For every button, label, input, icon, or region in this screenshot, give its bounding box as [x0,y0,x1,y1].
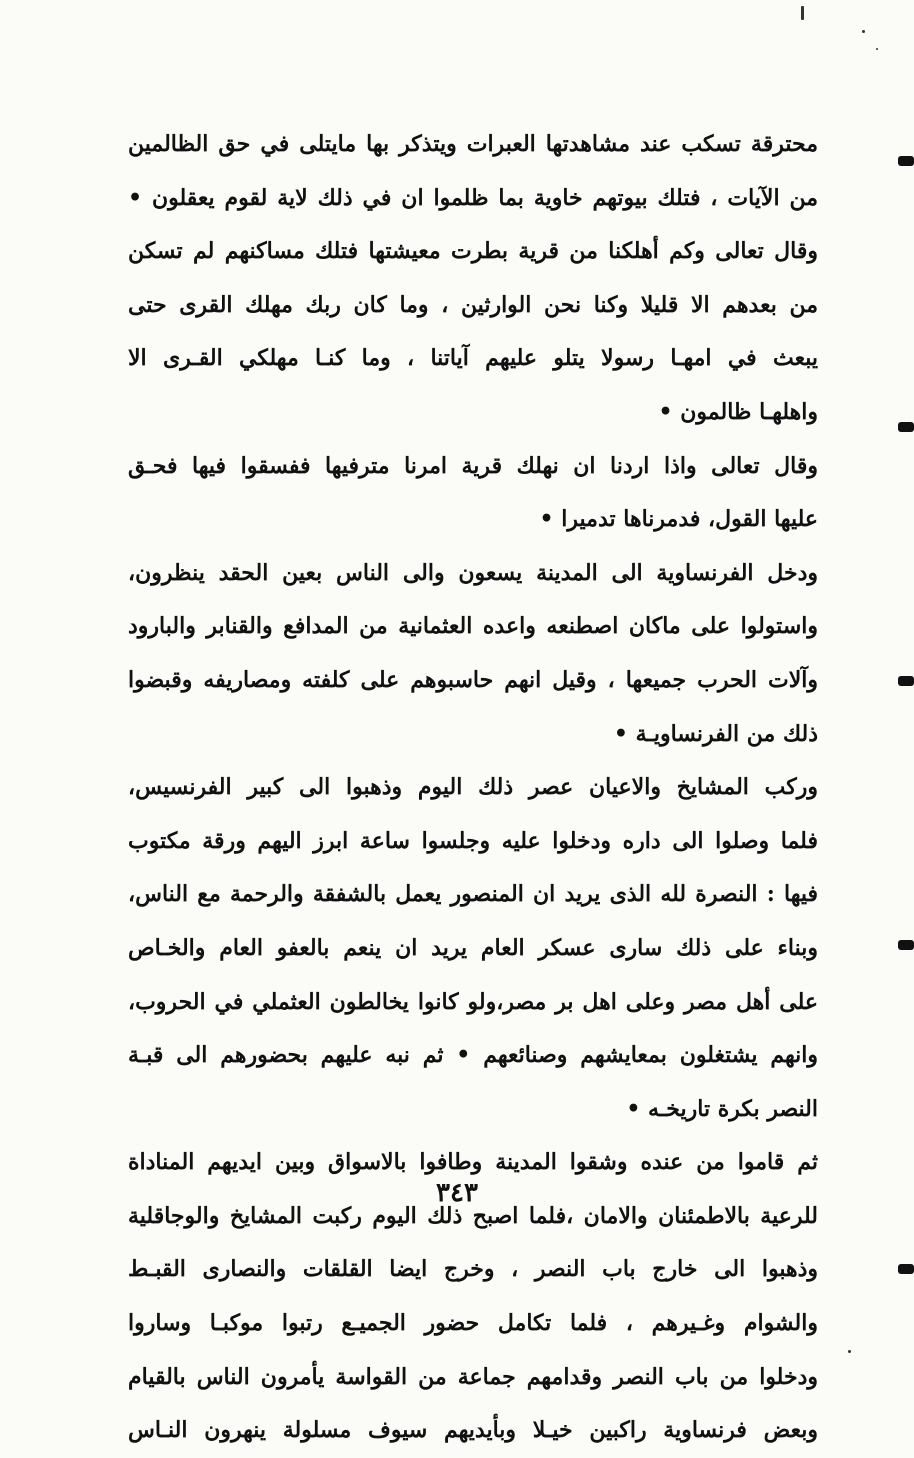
text-line: وبعض فرنساوية راكبين خيـلا وبأيديهم سيوف مسلولة ينهرون النـاس [128,1417,818,1444]
text-line: وبناء على ذلك سارى عسكر العام يريد ان ينعم بالعفو العام والخـاص [128,934,818,961]
scan-speck [862,30,865,33]
text-line: وقال تعالى وكم أهلكنا من قرية بطرت معيشتها فتلك مساكنهم لم تسكن [128,238,818,265]
text-line: محترقة تسكب عند مشاهدتها العبرات ويتذكر بها مايتلى في حق الظالمين [128,131,818,157]
text-line: وانهم يشتغلون بمعايشهم وصنائعهم • ثم نبه عليهم بحضورهم الى قبـة [128,1042,818,1069]
text-line: للرعية بالاطمئنان والامان ،فلما اصبح ذلك اليوم ركبت المشايخ والوجاقلية [128,1202,818,1229]
text-line: وركب المشايخ والاعيان عصر ذلك اليوم وذهبوا الى كبير الفرنسيس، [128,774,818,801]
text-line: وآلات الحرب جميعها ، وقيل انهم حاسبوهم على كلفته ومصاريفه وقبضوا [128,666,818,693]
text-line: وذهبوا الى خارج باب النصر ، وخرج ايضا القلقات والنصارى القبـط [128,1256,818,1283]
text-line: واستولوا على ماكان اصطنعه واعده العثمانية من المدافع والقنابر والبارود [128,613,818,640]
scan-edge-mark [898,422,914,432]
text-line: وقال تعالى واذا اردنا ان نهلك قرية امرنا مترفيها ففسقوا فيها فحـق [128,452,818,479]
scan-edge-mark [898,156,914,166]
text-line: من الآيات ، فتلك بيوتهم خاوية بما ظلموا ان في ذلك لاية لقوم يعقلون • [128,184,818,211]
body-text [128,118,818,1458]
text-line: ذلك من الفرنساويـة • [613,720,818,747]
text-line: من بعدهم الا قليلا وكنا نحن الوارثين ، وما كان ربك مهلك القرى حتى [128,291,818,318]
page-number: ٣٤٣ [436,1178,478,1208]
scan-speck [848,1350,851,1353]
text-line: النصر بكرة تاريخـه • [626,1095,818,1122]
scan-speck [801,6,804,20]
text-line: ثم قاموا من عنده وشقوا المدينة وطافوا بالاسواق وبين ايديهم المناداة [128,1149,818,1176]
text-line: فيها : النصرة لله الذى يريد ان المنصور يعمل بالشفقة والرحمة مع الناس، [128,881,818,908]
text-line: يبعث في امهـا رسولا يتلو عليهم آياتنا ، وما كنـا مهلكي القـرى الا [128,345,818,372]
scan-speck [876,48,878,50]
text-line: ودخل الفرنساوية الى المدينة يسعون والى الناس بعين الحقد ينظرون، [128,559,818,586]
text-line: واهلهـا ظالمون • [658,398,818,425]
scan-edge-mark [898,940,914,950]
scan-edge-mark [898,676,914,686]
text-line: والشوام وغـيرهم ، فلما تكامل حضور الجميـع رتبوا موكبـا وساروا [128,1310,818,1337]
text-line: عليها القول، فدمرناها تدميرا • [539,506,818,533]
scan-edge-mark [898,1264,914,1274]
text-line: فلما وصلوا الى داره ودخلوا عليه وجلسوا ساعة ابرز اليهم ورقة مكتوب [128,827,818,854]
text-line: ودخلوا من باب النصر وقدامهم جماعة من القواسة يأمرون الناس بالقيام [128,1363,818,1390]
text-line: على أهل مصر وعلى اهل بر مصر،ولو كانوا يخالطون العثملي في الحروب، [128,988,818,1015]
